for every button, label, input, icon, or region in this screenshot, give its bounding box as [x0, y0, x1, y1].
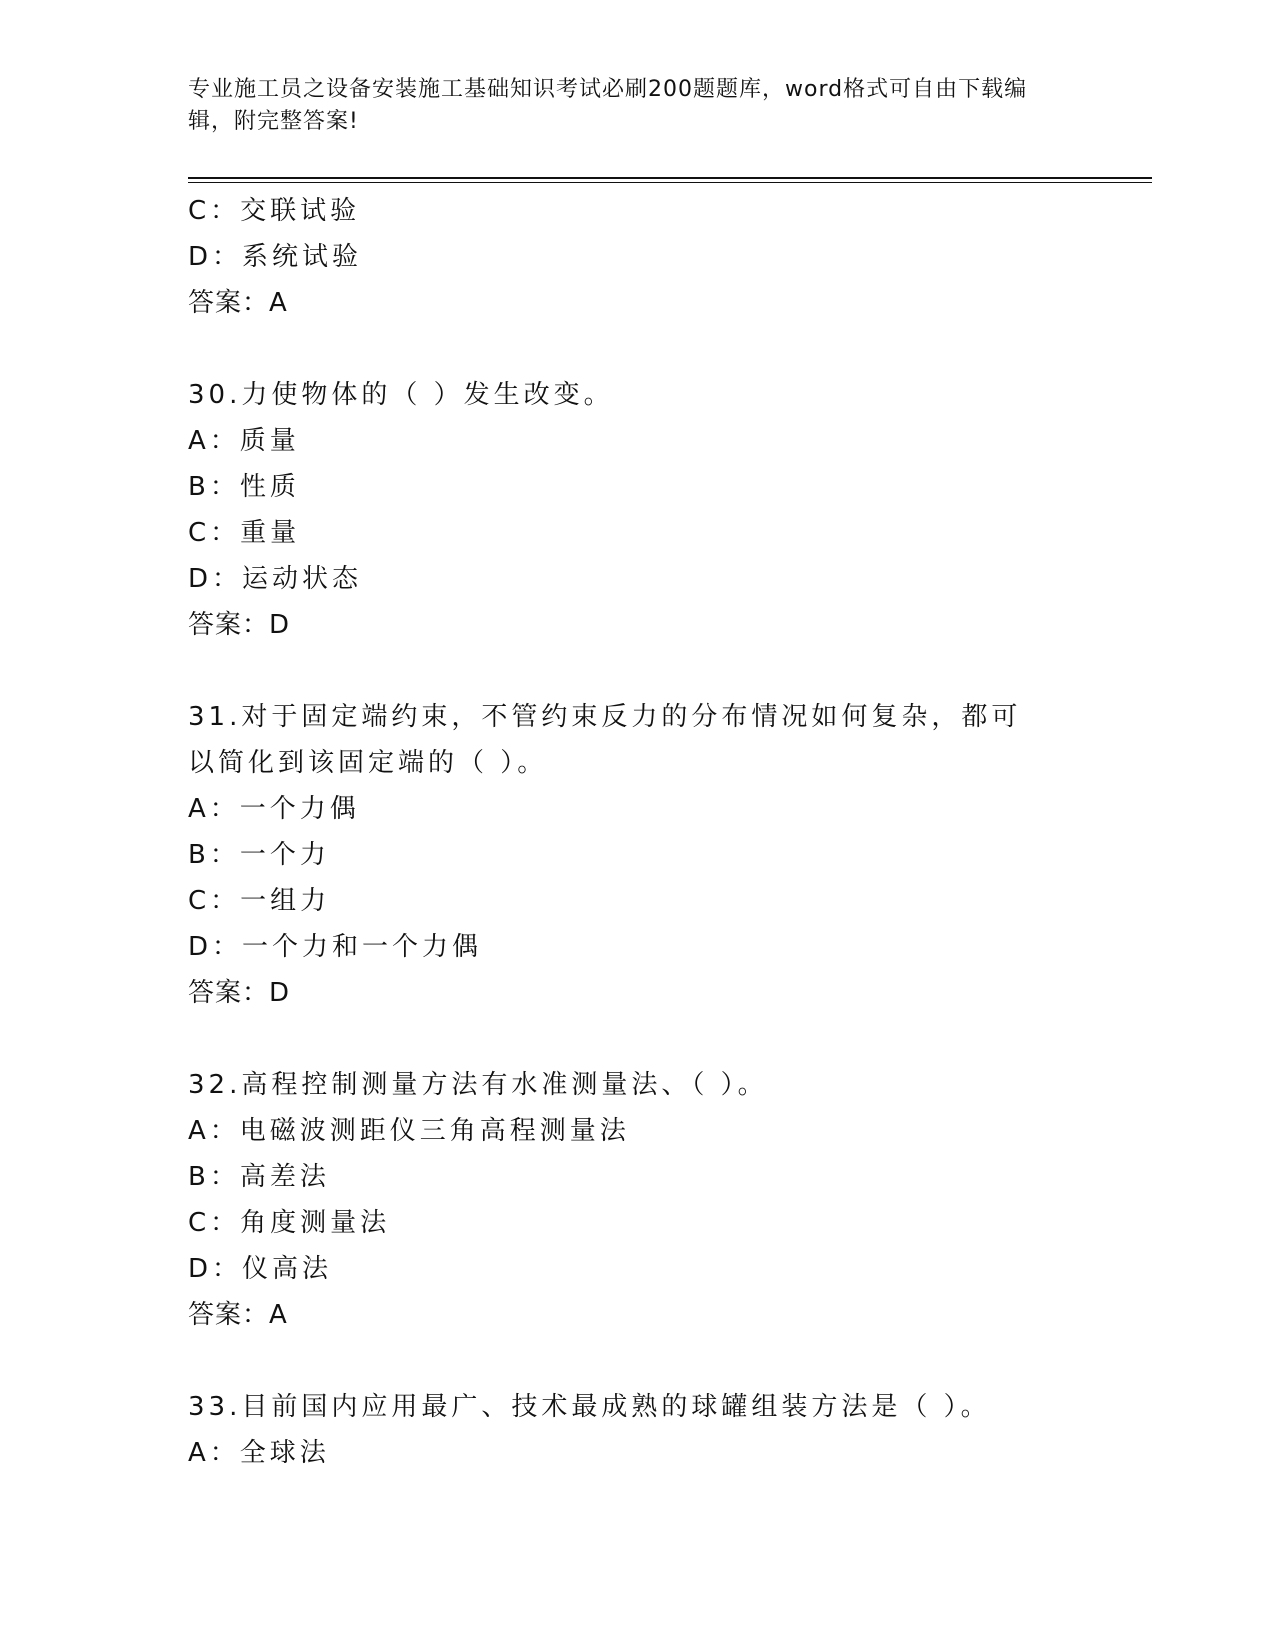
answer-line: 答案：A: [188, 1300, 288, 1330]
header-divider-thick: [188, 177, 1152, 179]
option-a: A：质量: [188, 426, 300, 456]
option-d: D：仪高法: [188, 1254, 333, 1284]
option-c: C：一组力: [188, 886, 331, 916]
answer-line: 答案：D: [188, 610, 291, 640]
question-30: [188, 372, 1088, 648]
option-d: D：运动状态: [188, 564, 363, 594]
question-33: [188, 1384, 1088, 1476]
header-divider-thin: [188, 182, 1152, 183]
question-text: 32.高程控制测量方法有水准测量法、（ ）。: [188, 1070, 768, 1100]
question-list: [188, 188, 1088, 1476]
option-c: C：交联试验: [188, 196, 361, 226]
option-d: D：一个力和一个力偶: [188, 932, 483, 962]
question-29-continued: [188, 188, 1088, 326]
question-text: 30.力使物体的（ ）发生改变。: [188, 380, 614, 410]
answer-line: 答案：A: [188, 288, 288, 318]
option-c: C：角度测量法: [188, 1208, 391, 1238]
option-c: C：重量: [188, 518, 301, 548]
option-a: A：全球法: [188, 1438, 330, 1468]
option-a: A：电磁波测距仪三角高程测量法: [188, 1116, 630, 1146]
option-b: B：性质: [188, 472, 300, 502]
question-text: 31.对于固定端约束，不管约束反力的分布情况如何复杂，都可以简化到该固定端的（ ）。: [188, 702, 1022, 778]
question-32: [188, 1062, 1088, 1338]
question-text: 33.目前国内应用最广、技术最成熟的球罐组装方法是（ ）。: [188, 1392, 991, 1422]
question-31: [188, 694, 1088, 1016]
answer-line: 答案：D: [188, 978, 291, 1008]
option-d: D：系统试验: [188, 242, 363, 272]
option-b: B：高差法: [188, 1162, 330, 1192]
option-a: A：一个力偶: [188, 794, 360, 824]
document-header: 专业施工员之设备安装施工基础知识考试必刷200题题库，word格式可自由下载编辑，附完整答案!: [188, 77, 1028, 134]
option-b: B：一个力: [188, 840, 330, 870]
